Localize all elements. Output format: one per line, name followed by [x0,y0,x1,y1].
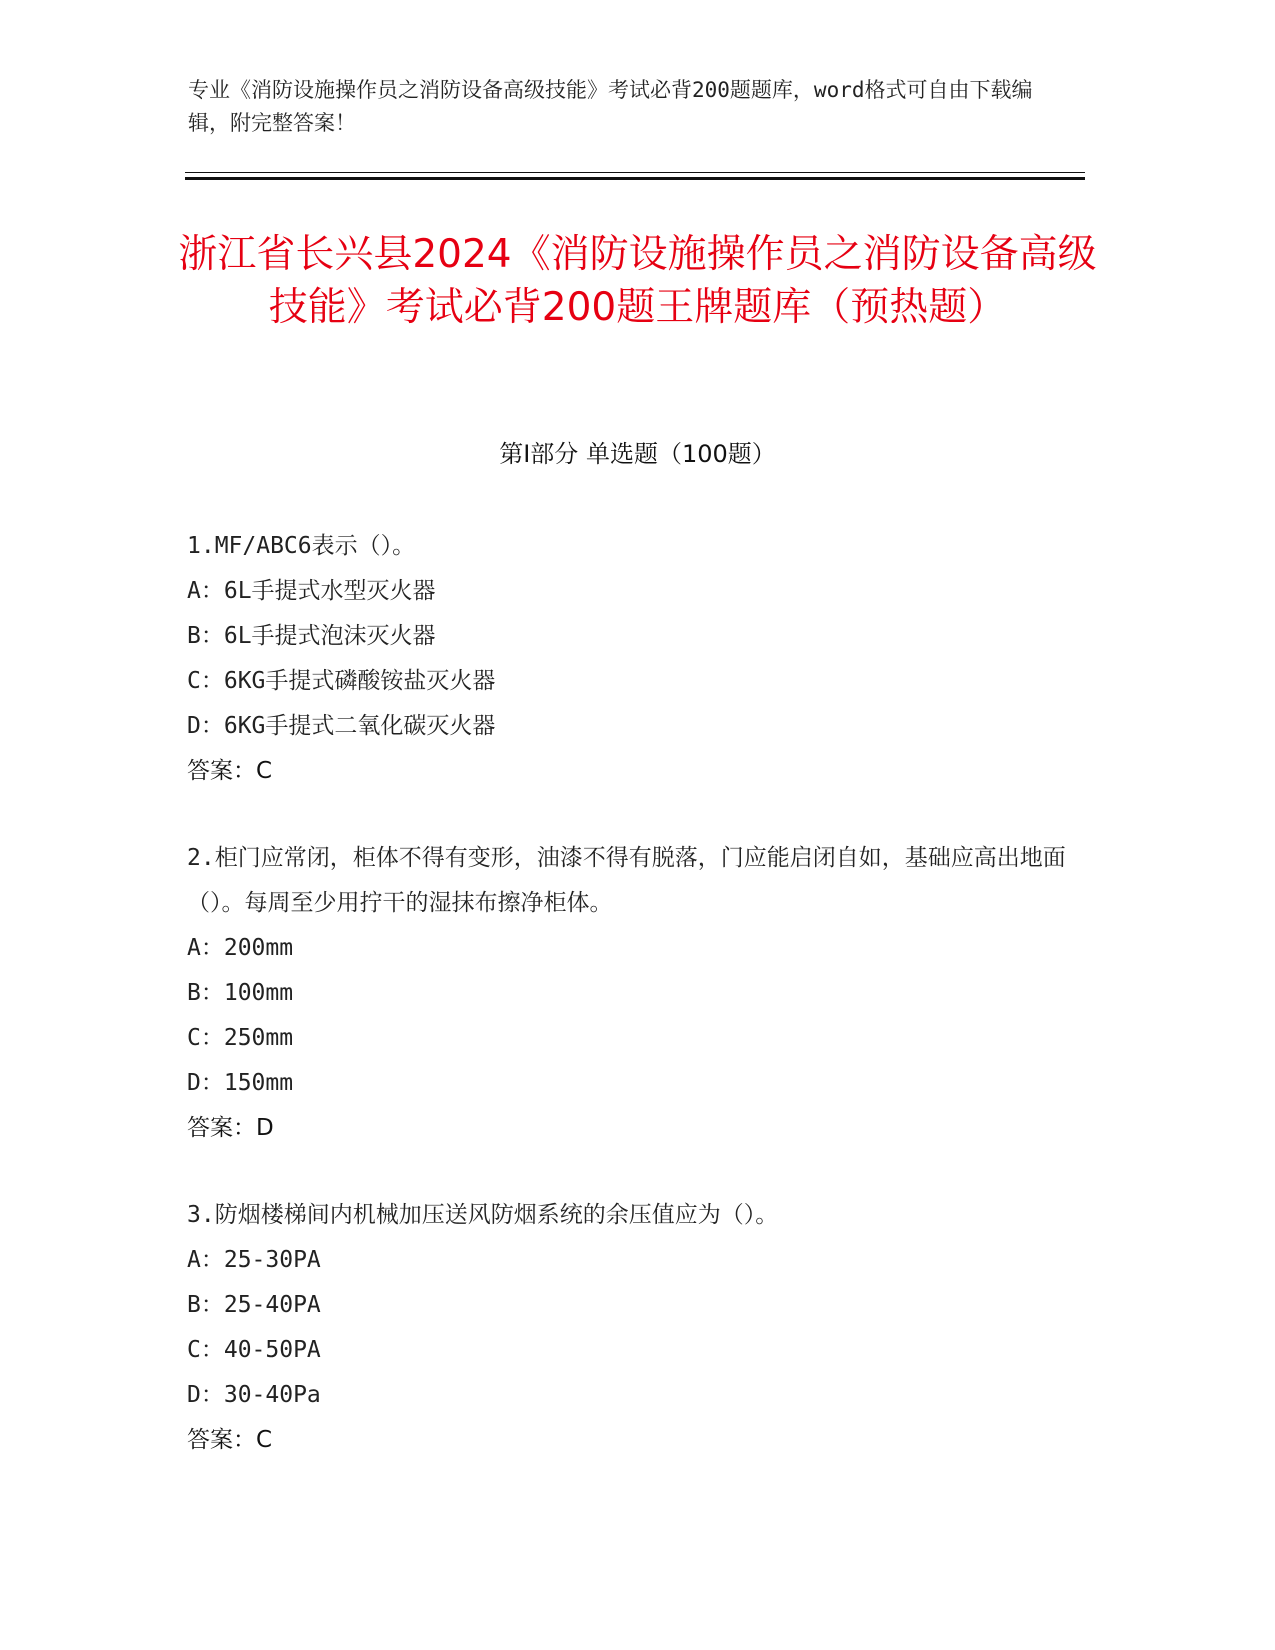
option-d: D：150mm [187,1070,294,1096]
section-title: 第I部分 单选题（100题） [499,440,776,468]
answer-text: 答案：D [187,1115,274,1141]
option-d: D：30-40Pa [187,1382,321,1408]
question-item [187,1193,1067,1463]
option-a: A：25-30PA [187,1247,321,1273]
option-a: A：200mm [187,935,294,961]
question-item [187,524,1067,794]
question-text: 1.MF/ABC6表示（）。 [187,533,416,559]
divider-thin [185,172,1085,173]
question-list [187,524,1067,1463]
option-b: B：25-40PA [187,1292,321,1318]
answer-text: 答案：C [187,1427,273,1453]
option-c: C：40-50PA [187,1337,321,1363]
option-a: A：6L手提式水型灭火器 [187,578,436,604]
document-title: 浙江省长兴县2024《消防设施操作员之消防设备高级技能》考试必背200题王牌题库（预热题） [178,232,1097,330]
question-item [187,836,1067,1151]
option-b: B：6L手提式泡沫灭火器 [187,623,436,649]
answer-text: 答案：C [187,758,273,784]
option-c: C：250mm [187,1025,294,1051]
question-text: 3.防烟楼梯间内机械加压送风防烟系统的余压值应为（）。 [187,1202,779,1228]
option-c: C：6KG手提式磷酸铵盐灭火器 [187,668,496,694]
divider-thick [185,177,1085,180]
question-text: 2.柜门应常闭，柜体不得有变形，油漆不得有脱落，门应能启闭自如，基础应高出地面（）。每周至少用拧干的湿抹布擦净柜体。 [187,845,1066,916]
option-d: D：6KG手提式二氧化碳灭火器 [187,713,496,739]
option-b: B：100mm [187,980,294,1006]
header-note: 专业《消防设施操作员之消防设备高级技能》考试必背200题题库，word格式可自由下载编辑，附完整答案！ [188,78,1033,135]
